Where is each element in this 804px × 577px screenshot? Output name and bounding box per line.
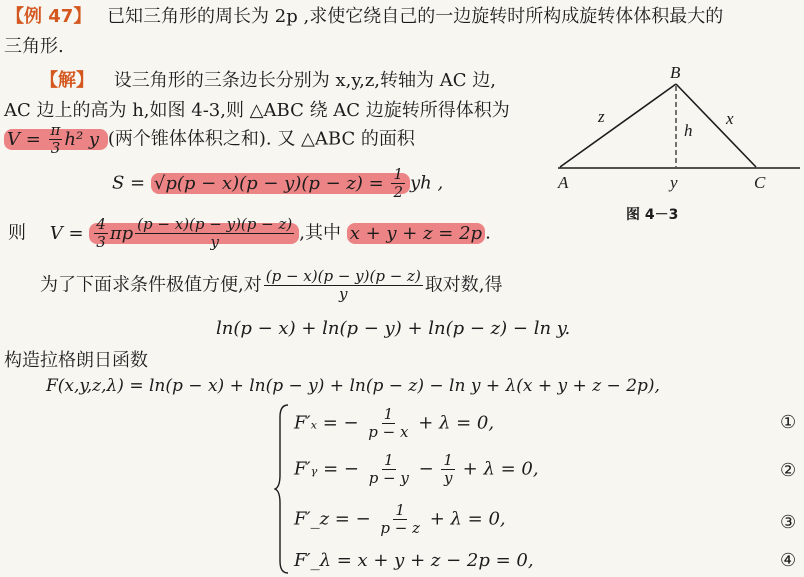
volume2-fraction	[135, 216, 294, 251]
eq1-rest: + λ = 0,	[412, 412, 495, 434]
example-tag: 【例 47】	[6, 6, 92, 27]
volume2-end: .	[485, 222, 491, 244]
solution-text-1: 设三角形的三条边长分别为 x,y,z,转轴为 AC 边,	[113, 70, 496, 91]
system-eq-3	[294, 502, 506, 537]
example-line-1	[6, 2, 723, 28]
eq1-den: p − x	[368, 423, 409, 441]
four: 4	[96, 215, 106, 233]
log-pre: 为了下面求条件极值方便,对	[40, 274, 262, 296]
system-eq-4: F′_λ = x + y + z − 2p = 0,	[294, 550, 534, 571]
area-eq: =	[362, 172, 390, 194]
triangle-figure	[548, 58, 802, 218]
area-formula	[112, 166, 443, 201]
then-word: 则	[8, 222, 26, 244]
label-z: z	[598, 107, 605, 126]
eq1-lhs: F′ₓ = −	[294, 412, 365, 434]
lagrange-intro: 构造拉格朗日函数	[4, 350, 148, 371]
one-half	[391, 166, 405, 201]
eq1-marker: ①	[780, 412, 797, 433]
eq2-fraction-2	[441, 452, 455, 487]
eq2-num2: 1	[443, 451, 453, 469]
eq3-marker: ③	[780, 512, 797, 533]
volume-line	[4, 122, 415, 157]
side-z	[560, 84, 676, 167]
eq4-marker: ④	[780, 550, 797, 571]
eq2-lhs: F′ᵧ = −	[294, 458, 365, 480]
solution-line-1	[40, 66, 496, 92]
volume2-denominator: y	[210, 233, 219, 251]
log-denominator: y	[339, 285, 348, 303]
eq2-den2: y	[443, 469, 453, 487]
label-x: x	[726, 109, 734, 128]
log-line	[40, 268, 503, 303]
eq2-den: p − y	[368, 469, 409, 487]
pi: π	[50, 121, 61, 139]
volume2-highlight	[89, 215, 299, 251]
one: 1	[393, 165, 404, 183]
volume-formula-highlight	[4, 121, 108, 157]
area-tail: yh ,	[410, 172, 444, 194]
volume2-numerator: (p − x)(p − y)(p − z)	[137, 215, 293, 233]
four-thirds	[94, 216, 108, 251]
two: 2	[393, 183, 404, 201]
pi-over-3	[49, 122, 63, 157]
log-expression: ln(p − x) + ln(p − y) + ln(p − z) − ln y.	[216, 318, 571, 339]
eq2-fraction-1	[367, 452, 411, 487]
three-b: 3	[96, 233, 106, 251]
eq3-fraction	[378, 502, 422, 537]
volume2-lhs: V =	[49, 222, 90, 244]
three: 3	[50, 139, 61, 157]
solution-line-2: AC 边上的高为 h,如图 4-3,则 △ABC 绕 AC 边旋转所得体积为	[4, 100, 510, 121]
eq2-minus: −	[412, 458, 440, 480]
eq3-lhs: F′_z = −	[294, 508, 377, 530]
eq3-rest: + λ = 0,	[424, 508, 506, 530]
log-post: 取对数,得	[424, 274, 503, 296]
eq2-num: 1	[384, 451, 394, 469]
eq3-den: p − z	[380, 519, 420, 537]
volume-lhs: V =	[7, 128, 47, 150]
eq2-rest: + λ = 0,	[456, 458, 539, 480]
eq2-marker: ②	[780, 460, 797, 481]
figure-caption: 图 4－3	[626, 207, 679, 223]
area-root: √p(p − x)(p − y)(p − z)	[153, 172, 363, 194]
example-text-1: 已知三角形的周长为 2p ,求使它绕自己的一边旋转时所构成旋转体体积最大的	[107, 6, 724, 27]
label-C: C	[754, 173, 766, 192]
log-numerator: (p − x)(p − y)(p − z)	[265, 267, 421, 285]
volume-tail: (两个锥体体积之和). 又 △ABC 的面积	[107, 128, 415, 150]
eq1-fraction	[366, 406, 410, 441]
system-brace	[274, 403, 290, 575]
label-h: h	[684, 121, 693, 140]
area-root-highlight	[151, 165, 410, 201]
eq3-num: 1	[395, 501, 405, 519]
system-eq-1	[294, 406, 494, 441]
label-B: B	[670, 63, 681, 82]
log-fraction	[264, 268, 423, 303]
area-lhs: S =	[112, 172, 151, 194]
lagrange-function: F(x,y,z,λ) = ln(p − x) + ln(p − y) + ln(p − z) − ln y + λ(x + y + z − 2p),	[46, 376, 660, 396]
label-y: y	[670, 173, 678, 192]
eq1-num: 1	[383, 405, 394, 423]
solution-tag: 【解】	[40, 70, 94, 91]
label-A: A	[558, 173, 569, 192]
volume-rest: h² y	[64, 128, 100, 150]
volume2-mid: ,其中	[299, 222, 347, 244]
volume2-line	[8, 216, 491, 251]
system-eq-2	[294, 452, 539, 487]
pi-p: πp	[109, 222, 134, 244]
constraint-highlight: x + y + z = 2p	[347, 223, 485, 244]
example-line-2: 三角形.	[4, 36, 64, 57]
